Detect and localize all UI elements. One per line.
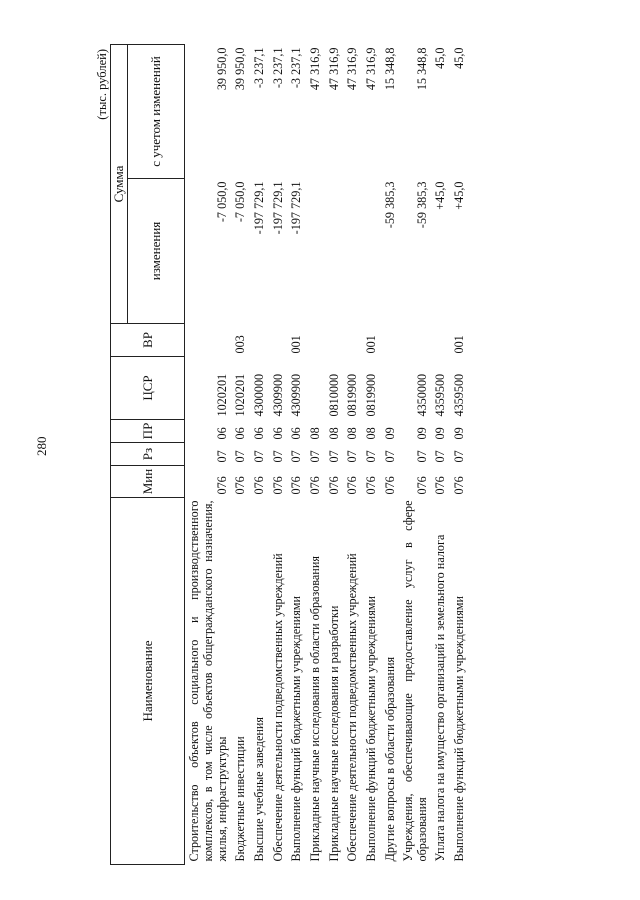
header-min: Мин	[111, 466, 185, 498]
row-total: 45,0	[452, 47, 467, 69]
row-min: 076	[307, 476, 322, 495]
row-vr	[325, 324, 344, 357]
row-vr	[185, 324, 231, 357]
header-change: изменения	[128, 179, 185, 324]
row-min: 076	[363, 476, 378, 495]
unit-note: (тыс. рублей)	[95, 49, 109, 120]
row-rz: 07	[270, 450, 285, 463]
table-row	[269, 45, 288, 865]
row-pr: 08	[363, 427, 378, 440]
row-rz: 07	[433, 450, 448, 463]
row-pr: 09	[382, 427, 397, 440]
row-total: 39 950,0	[233, 47, 248, 91]
row-min: 076	[233, 476, 248, 495]
row-pr: 09	[414, 427, 429, 440]
row-min: 076	[289, 476, 304, 495]
table-row	[399, 45, 431, 865]
row-name: Бюджетные инвестиции	[233, 736, 248, 862]
table-row	[381, 45, 400, 865]
row-pr: 06	[233, 427, 248, 440]
row-name: Выполнение функций бюджетными учреждениями	[452, 595, 467, 862]
row-csr: 4300000	[251, 373, 266, 417]
table-row	[231, 45, 250, 865]
row-name: Строительство объектов социального и производственного комплексов, в том числе объектов общегражданского назначения, жилья, инфраструктуры	[187, 500, 229, 862]
row-total: 47 316,9	[326, 47, 341, 91]
row-vr: 001	[363, 335, 378, 354]
row-vr: 003	[233, 335, 248, 354]
row-rz: 07	[326, 450, 341, 463]
row-csr: 4359500	[452, 373, 467, 417]
row-total: 47 316,9	[307, 47, 322, 91]
row-change: -197 729,1	[251, 181, 266, 235]
table-row	[325, 45, 344, 865]
row-total: 15 348,8	[414, 47, 429, 91]
header-rz: Рз	[111, 443, 185, 466]
budget-table	[110, 44, 469, 865]
row-vr: 001	[452, 335, 467, 354]
row-csr: 1020201	[214, 373, 229, 417]
row-pr: 09	[452, 427, 467, 440]
row-pr: 08	[326, 427, 341, 440]
row-min: 076	[433, 476, 448, 495]
table-body	[185, 45, 469, 865]
row-name: Выполнение функций бюджетными учреждениями	[363, 595, 378, 862]
row-rz: 07	[214, 450, 229, 463]
header-sum: Сумма	[111, 45, 128, 324]
row-name: Уплата налога на имущество организаций и земельного налога	[433, 534, 448, 862]
row-pr: 09	[433, 427, 448, 440]
row-total: 15 348,8	[382, 47, 397, 91]
row-pr: 06	[214, 427, 229, 440]
table-row	[343, 45, 362, 865]
row-min: 076	[382, 476, 397, 495]
row-pr: 06	[289, 427, 304, 440]
row-name: Прикладные научные исследования в области образования	[307, 556, 322, 862]
row-vr: 001	[289, 335, 304, 354]
row-rz: 07	[233, 450, 248, 463]
row-min: 076	[452, 476, 467, 495]
row-total: -3 237,1	[270, 47, 285, 89]
rotated-page	[95, 45, 605, 865]
header-csr: ЦСР	[111, 357, 185, 420]
row-vr	[343, 324, 362, 357]
row-name: Другие вопросы в области образования	[382, 656, 397, 862]
row-csr: 4350000	[414, 373, 429, 417]
row-name: Выполнение функций бюджетными учреждениями	[289, 595, 304, 862]
row-csr	[381, 357, 400, 420]
row-change: -197 729,1	[289, 181, 304, 235]
row-pr: 08	[345, 427, 360, 440]
row-min: 076	[414, 476, 429, 495]
header-name: Наименование	[111, 498, 185, 865]
row-min: 076	[251, 476, 266, 495]
row-csr: 0810000	[326, 373, 341, 417]
row-total: 47 316,9	[345, 47, 360, 91]
row-name: Учреждения, обеспечивающие предоставление услуг в сфере образования	[401, 500, 429, 862]
row-rz: 07	[307, 450, 322, 463]
row-min: 076	[345, 476, 360, 495]
row-change: -197 729,1	[270, 181, 285, 235]
header-vr: ВР	[111, 324, 185, 357]
row-csr: 0819900	[345, 373, 360, 417]
table-row	[306, 45, 325, 865]
table-row	[185, 45, 231, 865]
table-row	[450, 45, 469, 865]
row-rz: 07	[363, 450, 378, 463]
row-csr	[306, 357, 325, 420]
row-min: 076	[326, 476, 341, 495]
row-name: Высшие учебные заведения	[251, 716, 266, 862]
row-change: -7 050,0	[214, 181, 229, 223]
table-row	[431, 45, 450, 865]
row-csr: 1020201	[233, 373, 248, 417]
row-change	[306, 179, 325, 324]
row-total: -3 237,1	[251, 47, 266, 89]
row-rz: 07	[251, 450, 266, 463]
row-name: Прикладные научные исследования и разработки	[326, 605, 341, 862]
row-vr	[399, 324, 431, 357]
row-change: +45,0	[452, 181, 467, 210]
row-name: Обеспечение деятельности подведомственных учреждений	[345, 553, 360, 862]
row-change: -59 385,3	[414, 181, 429, 229]
row-rz: 07	[452, 450, 467, 463]
row-change	[343, 179, 362, 324]
row-vr	[306, 324, 325, 357]
row-vr	[431, 324, 450, 357]
row-pr: 06	[270, 427, 285, 440]
row-rz: 07	[345, 450, 360, 463]
row-change: +45,0	[433, 181, 448, 210]
row-min: 076	[270, 476, 285, 495]
row-csr: 4309900	[270, 373, 285, 417]
row-rz: 07	[289, 450, 304, 463]
table-row	[250, 45, 269, 865]
header-with-changes: с учетом изменений	[128, 45, 185, 179]
page-number: 280	[34, 436, 49, 456]
row-change	[325, 179, 344, 324]
row-change	[362, 179, 381, 324]
row-csr: 4309900	[289, 373, 304, 417]
row-vr	[269, 324, 288, 357]
row-csr: 4359500	[433, 373, 448, 417]
header-pr: ПР	[111, 420, 185, 443]
row-name: Обеспечение деятельности подведомственных учреждений	[270, 553, 285, 862]
row-vr	[381, 324, 400, 357]
row-pr: 06	[251, 427, 266, 440]
row-change: -59 385,3	[382, 181, 397, 229]
row-total: -3 237,1	[289, 47, 304, 89]
row-change: -7 050,0	[233, 181, 248, 223]
row-pr: 08	[307, 427, 322, 440]
row-min: 076	[214, 476, 229, 495]
row-rz: 07	[382, 450, 397, 463]
table-row	[287, 45, 306, 865]
row-vr	[250, 324, 269, 357]
row-total: 39 950,0	[214, 47, 229, 91]
row-total: 45,0	[433, 47, 448, 69]
row-csr: 0819900	[363, 373, 378, 417]
table-row	[362, 45, 381, 865]
row-total: 47 316,9	[363, 47, 378, 91]
row-rz: 07	[414, 450, 429, 463]
